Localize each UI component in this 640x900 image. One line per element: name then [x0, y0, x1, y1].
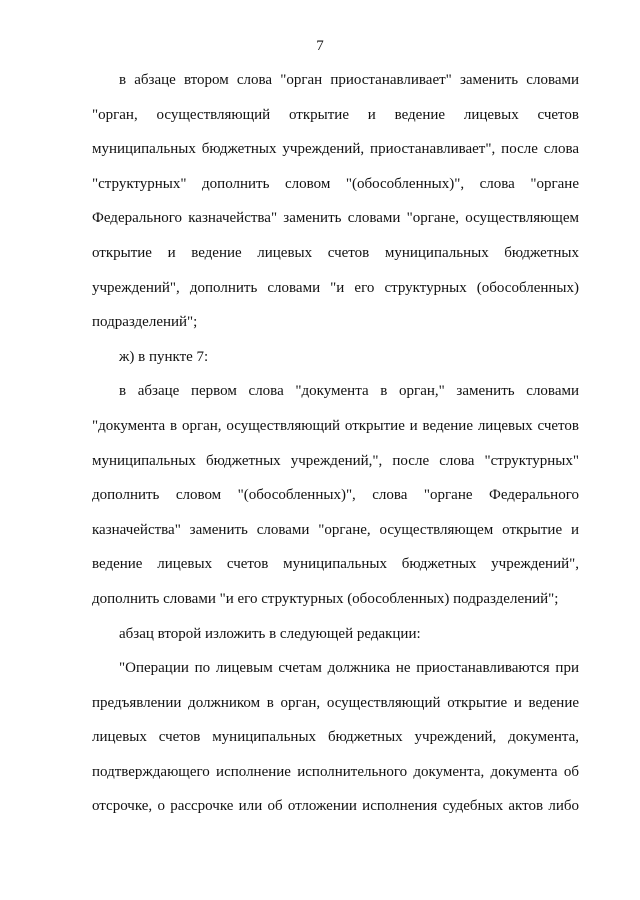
text-line: предъявлении должником в орган, осуществляющий открытие и ведение — [92, 694, 579, 711]
text-line: в абзаце первом слова "документа в орган," заменить словами — [119, 383, 579, 400]
text-line: ведение лицевых счетов муниципальных бюджетных учреждений", — [92, 556, 579, 573]
text-line: муниципальных бюджетных учреждений, приостанавливает", после слова — [92, 141, 579, 158]
text-line: учреждений", дополнить словами "и его структурных (обособленных) — [92, 279, 579, 296]
text-line: дополнить словами "и его структурных (обособленных) подразделений"; — [92, 590, 559, 607]
text-line: отсрочке, о рассрочке или об отложении исполнения судебных актов либо — [92, 798, 579, 815]
text-line: муниципальных бюджетных учреждений,", после слова "структурных" — [92, 452, 579, 469]
text-line: в абзаце втором слова "орган приостанавливает" заменить словами — [119, 72, 579, 88]
text-line: подтверждающего исполнение исполнительного документа, документа об — [92, 763, 579, 780]
page-number: 7 — [316, 38, 324, 54]
document-body — [92, 63, 579, 824]
text-line: "структурных" дополнить словом "(обособленных)", слова "органе — [92, 175, 579, 192]
text-line: "Операции по лицевым счетам должника не приостанавливаются при — [119, 660, 579, 677]
text-line: "орган, осуществляющий открытие и ведение лицевых счетов — [92, 106, 579, 123]
text-line: лицевых счетов муниципальных бюджетных учреждений, документа, — [92, 729, 579, 746]
text-line: "документа в орган, осуществляющий открытие и ведение лицевых счетов — [92, 417, 579, 434]
text-line: Федерального казначейства" заменить словами "органе, осуществляющем — [92, 210, 579, 227]
text-line: абзац второй изложить в следующей редакции: — [119, 625, 421, 642]
text-line: подразделений"; — [92, 314, 198, 331]
text-line: дополнить словом "(обособленных)", слова "органе Федерального — [92, 487, 579, 504]
text-line: ж) в пункте 7: — [119, 348, 209, 365]
text-line: казначейства" заменить словами "органе, осуществляющем открытие и — [92, 521, 579, 538]
text-line: открытие и ведение лицевых счетов муниципальных бюджетных — [92, 244, 579, 261]
